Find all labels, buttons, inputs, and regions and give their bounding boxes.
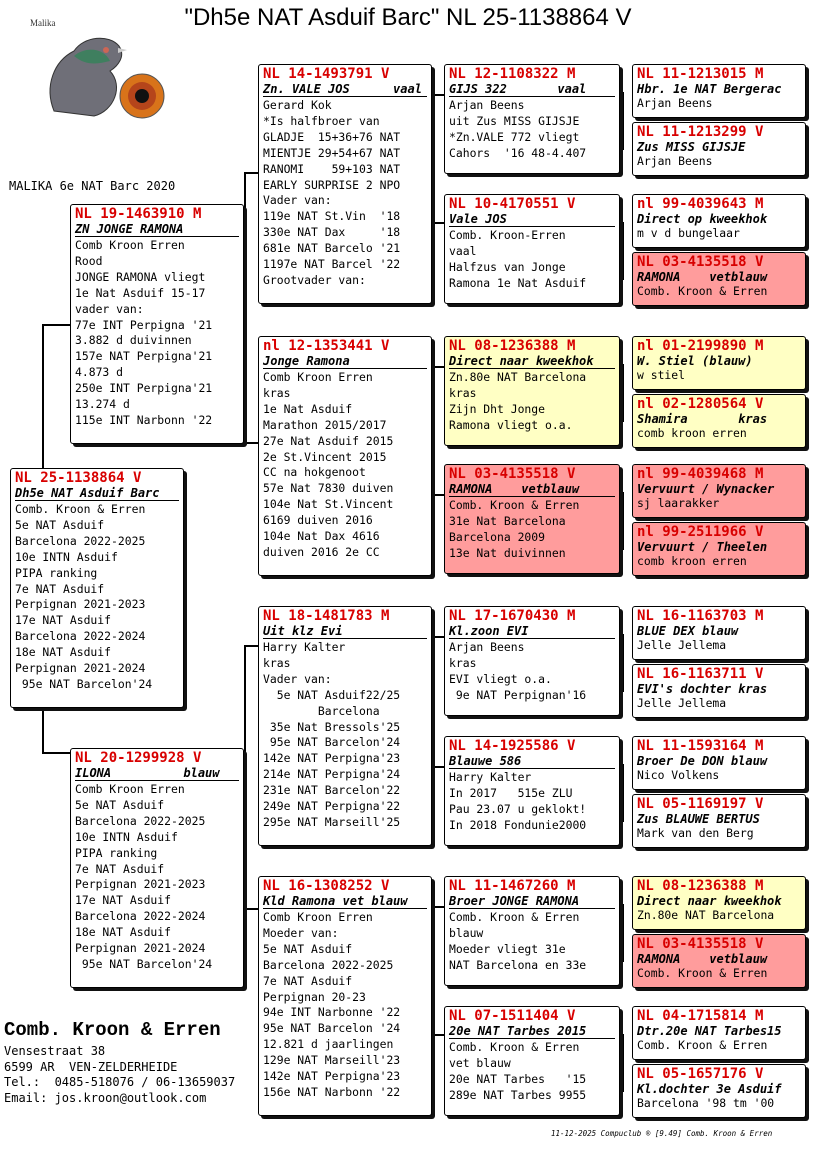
card-line: NAT Barcelona en 33e [449, 957, 587, 972]
card-line: Comb. Kroon-Erren [449, 228, 566, 242]
card-line: 18e NAT Asduif [15, 645, 112, 660]
ring-number: nl 12-1353441 V [263, 338, 390, 354]
card-line: Barcelona '98 tm '00 [637, 1096, 775, 1110]
connector-line [622, 634, 624, 692]
card-lines [637, 496, 801, 510]
card-line: 1e Nat Asduif [263, 401, 353, 416]
card-line: Barcelona [263, 703, 380, 718]
ring-number: NL 11-1213015 M [637, 66, 764, 82]
card-line: Barcelona 2009 [449, 529, 546, 544]
ring-number: NL 14-1925586 V [449, 738, 576, 754]
grandsire-maternal-card[interactable] [258, 606, 432, 846]
card-line: Perpignan 2021-2024 [75, 941, 206, 956]
card-line: 5e NAT Asduif [15, 517, 105, 532]
card-line: duiven 2016 2e CC [263, 544, 380, 559]
ring-number: nl 01-2199890 M [637, 338, 764, 354]
card-line: JONGE RAMONA vliegt [75, 269, 206, 284]
card-line: 31e Nat Barcelona [449, 513, 566, 528]
ancestor-card-mfm[interactable] [444, 736, 620, 846]
ring-number: NL 11-1213299 V [637, 124, 764, 140]
card-line: Comb. Kroon & Erren [637, 1038, 768, 1052]
card-line: 295e NAT Marseill'25 [263, 814, 401, 829]
pigeon-name: Broer JONGE RAMONA [449, 894, 615, 909]
card-line: m v d bungelaar [637, 226, 740, 240]
card-line: 7e NAT Asduif [15, 581, 105, 596]
card-line: 2e St.Vincent 2015 [263, 449, 387, 464]
card-lines [75, 238, 239, 429]
connector-line [432, 366, 434, 496]
card-line: 119e NAT St.Vin '18 [263, 209, 401, 224]
pigeon-name: Broer De DON blauw [637, 754, 768, 768]
card-line: vaal [449, 243, 477, 258]
ancestor-card-g4[interactable] [632, 252, 806, 306]
card-line: w stiel [637, 368, 686, 382]
pigeon-name: Dh5e NAT Asduif Barc [15, 486, 179, 501]
card-line: 115e INT Narbonn '22 [75, 412, 213, 427]
card-line: 35e Nat Bressols'25 [263, 719, 401, 734]
card-line: 12.821 d jaarlingen [263, 1037, 394, 1052]
card-lines [15, 502, 179, 693]
card-line: 142e NAT Perpigna'23 [263, 1069, 401, 1084]
ancestor-card-g7[interactable] [632, 464, 806, 518]
pigeon-name: Direct op kweekhok [637, 212, 768, 226]
pigeon-name: RAMONA vetblauw [637, 952, 768, 966]
ring-number: NL 16-1163711 V [637, 666, 764, 682]
granddam-maternal-card[interactable] [258, 876, 432, 1116]
card-line: 57e Nat 7830 duiven [263, 481, 394, 496]
card-line: Vader van: [263, 671, 332, 686]
card-line: Zn.80e NAT Barcelona [637, 908, 775, 922]
card-line: 77e INT Perpigna '21 [75, 317, 213, 332]
card-line: blauw [449, 925, 484, 940]
card-line: EVI vliegt o.a. [449, 671, 552, 686]
card-line: Ramona 1e Nat Asduif [449, 275, 587, 290]
connector-line [432, 366, 444, 368]
ancestor-card-g3[interactable] [632, 194, 806, 248]
ancestor-card-g10[interactable] [632, 664, 806, 718]
card-line: 231e NAT Barcelon'22 [263, 783, 401, 798]
card-line: Moeder vliegt 31e [449, 941, 566, 956]
card-line: 5e NAT Asduif [263, 941, 353, 956]
ring-number: NL 20-1299928 V [75, 750, 202, 766]
card-line: 13e Nat duivinnen [449, 545, 566, 560]
card-line: sj laarakker [637, 496, 720, 510]
card-line: 9e NAT Perpignan'16 [449, 687, 587, 702]
ancestor-card-g11[interactable] [632, 736, 806, 790]
card-line: Barcelona 2022-2025 [15, 533, 146, 548]
card-line: 6169 duiven 2016 [263, 513, 373, 528]
pigeon-name: Zus BLAUWE BERTUS [637, 812, 760, 826]
ring-number: NL 11-1467260 M [449, 878, 576, 894]
card-line: Ramona vliegt o.a. [449, 417, 573, 432]
card-lines [637, 638, 801, 652]
card-line: kras [263, 385, 291, 400]
card-line: In 2017 515e ZLU [449, 785, 573, 800]
pigeon-name: Shamira kras [637, 412, 768, 426]
pigeon-name: Kl.zoon EVI [449, 624, 615, 639]
pigeon-name: EVI's dochter kras [637, 682, 768, 696]
pigeon-name: 20e NAT Tarbes 2015 [449, 1024, 615, 1039]
connector-line [622, 222, 624, 280]
ring-number: NL 08-1236388 M [449, 338, 576, 354]
ancestor-card-g15[interactable] [632, 1006, 806, 1060]
ring-number: NL 25-1138864 V [15, 470, 142, 486]
page-title: "Dh5e NAT Asduif Barc" NL 25-1138864 V [184, 4, 632, 31]
card-line: 129e NAT Marseill'23 [263, 1053, 401, 1068]
card-lines [263, 370, 427, 561]
ring-number: NL 07-1511404 V [449, 1008, 576, 1024]
owner-contact-line: 6599 AR VEN-ZELDERHEIDE [4, 1059, 178, 1074]
card-lines [637, 768, 801, 782]
card-line: 1197e NAT Barcel '22 [263, 257, 401, 272]
pigeon-name: Direct naar kweekhok [637, 894, 782, 908]
card-line: Comb Kroon Erren [75, 238, 185, 252]
connector-line [622, 364, 624, 422]
ring-number: NL 05-1657176 V [637, 1066, 764, 1082]
card-line: PIPA ranking [75, 845, 158, 860]
card-line: 7e NAT Asduif [75, 861, 165, 876]
ancestor-card-g14[interactable] [632, 934, 806, 988]
connector-line [622, 1034, 624, 1092]
card-lines [263, 910, 427, 1101]
owner-name: Comb. Kroon & Erren [4, 1019, 221, 1041]
ring-number: NL 10-4170551 V [449, 196, 576, 212]
pigeon-name: RAMONA vetblauw [449, 482, 615, 497]
card-lines [449, 640, 615, 704]
card-line: Jelle Jellema [637, 696, 727, 710]
card-line: 94e INT Narbonne '22 [263, 1005, 401, 1020]
card-line: 95e NAT Barcelon'24 [75, 956, 213, 971]
note-text: MALIKA 6e NAT Barc 2020 [9, 179, 176, 193]
connector-line [432, 1034, 444, 1036]
ring-number: nl 99-4039468 M [637, 466, 764, 482]
ring-number: NL 04-1715814 M [637, 1008, 764, 1024]
card-line: EARLY SURPRISE 2 NPO [263, 177, 401, 192]
card-line: RANOMI 59+103 NAT [263, 161, 401, 176]
connector-line [622, 492, 624, 550]
ring-number: NL 05-1169197 V [637, 796, 764, 812]
card-lines [263, 98, 427, 289]
subject-card[interactable] [10, 468, 184, 708]
card-line: Comb. Kroon & Erren [637, 284, 768, 298]
card-line: 17e NAT Asduif [15, 613, 112, 628]
logo-brand: Malika [30, 18, 56, 28]
card-line: Perpignan 20-23 [263, 989, 366, 1004]
connector-line [244, 645, 246, 910]
pigeon-name: RAMONA vetblauw [637, 270, 768, 284]
card-line: Comb Kroon Erren [263, 910, 373, 924]
connector-line [42, 708, 44, 752]
card-line: *Zn.VALE 772 vliegt [449, 129, 580, 144]
card-line: Barcelona 2022-2024 [15, 629, 146, 644]
pigeon-name: ILONA blauw [75, 766, 239, 781]
connector-line [432, 636, 444, 638]
pigeon-name: Blauwe 586 [449, 754, 615, 769]
ring-number: NL 03-4135518 V [637, 936, 764, 952]
ring-number: NL 12-1108322 M [449, 66, 576, 82]
card-line: Vader van: [263, 193, 332, 208]
connector-line [244, 172, 246, 442]
connector-line [432, 222, 444, 224]
ancestor-card-g13[interactable] [632, 876, 806, 930]
footer-text: 11-12-2025 Compuclub ® [9.49] Comb. Kroon & Erren [551, 1129, 773, 1138]
card-line: 5e NAT Asduif22/25 [263, 687, 401, 702]
ancestor-card-g6[interactable] [632, 394, 806, 448]
card-line: 249e NAT Perpigna'22 [263, 799, 401, 814]
connector-line [42, 752, 70, 754]
ancestor-card-g5[interactable] [632, 336, 806, 390]
card-line: Perpignan 2021-2023 [15, 597, 146, 612]
card-line: Rood [75, 253, 103, 268]
dam-card[interactable] [70, 748, 244, 988]
connector-line [622, 764, 624, 822]
ancestor-card-fmf[interactable] [444, 336, 620, 446]
card-lines [637, 426, 801, 440]
card-lines [637, 96, 801, 110]
card-line: Perpignan 2021-2023 [75, 877, 206, 892]
ring-number: NL 18-1481783 M [263, 608, 390, 624]
card-line: 156e NAT Narbonn '22 [263, 1084, 401, 1099]
card-line: Zijn Dht Jonge [449, 401, 546, 416]
connector-line [622, 92, 624, 150]
connector-line [244, 908, 258, 910]
card-line: Barcelona 2022-2025 [75, 813, 206, 828]
card-line: 20e NAT Tarbes '15 [449, 1071, 587, 1086]
connector-line [244, 442, 258, 444]
card-line: 289e NAT Tarbes 9955 [449, 1087, 587, 1102]
card-line: vet blauw [449, 1055, 511, 1070]
ancestor-card-g9[interactable] [632, 606, 806, 660]
card-line: Comb. Kroon & Erren [637, 966, 768, 980]
owner-contact-line: Email: jos.kroon@outlook.com [4, 1090, 207, 1105]
card-lines [637, 1038, 801, 1052]
card-line: 7e NAT Asduif [263, 973, 353, 988]
card-line: Arjan Beens [449, 98, 525, 112]
card-lines [637, 226, 801, 240]
ancestor-card-fff[interactable] [444, 64, 620, 174]
card-line: Harry Kalter [449, 770, 532, 784]
card-line: 157e NAT Perpigna'21 [75, 349, 213, 364]
card-line: kras [449, 655, 477, 670]
card-lines [449, 1040, 615, 1104]
pigeon-logo-icon [14, 16, 174, 126]
card-line: Zn.80e NAT Barcelona [449, 370, 587, 384]
card-line: 1e Nat Asduif 15-17 [75, 285, 206, 300]
connector-line [244, 172, 258, 174]
card-line: kras [263, 655, 291, 670]
ancestor-card-ffm[interactable] [444, 194, 620, 304]
card-line: kras [449, 385, 477, 400]
connector-line [432, 94, 444, 96]
card-lines [449, 370, 615, 434]
owner-contact-line: Tel.: 0485-518076 / 06-13659037 [4, 1075, 236, 1090]
card-line: Perpignan 2021-2024 [15, 661, 146, 676]
card-line: Jelle Jellema [637, 638, 727, 652]
card-lines [637, 696, 801, 710]
connector-line [42, 324, 44, 468]
pigeon-name: Kld Ramona vet blauw [263, 894, 427, 909]
ring-number: NL 14-1493791 V [263, 66, 390, 82]
card-line: Arjan Beens [637, 154, 713, 168]
card-line: 13.274 d [75, 397, 130, 412]
owner-contact [4, 1044, 235, 1106]
card-line: 95e NAT Barcelon'24 [263, 735, 401, 750]
card-line: 330e NAT Dax '18 [263, 225, 401, 240]
sire-card[interactable] [70, 204, 244, 444]
connector-line [432, 94, 434, 224]
connector-line [244, 645, 258, 647]
ancestor-card-mff[interactable] [444, 606, 620, 716]
card-line: 10e INTN Asduif [75, 829, 178, 844]
pigeon-name: Hbr. 1e NAT Bergerac [637, 82, 782, 96]
card-line: Comb Kroon Erren [263, 370, 373, 384]
card-line: 250e INT Perpigna'21 [75, 381, 213, 396]
card-line: Pau 23.07 u geklokt! [449, 801, 587, 816]
ring-number: NL 11-1593164 M [637, 738, 764, 754]
card-line: Mark van den Berg [637, 826, 754, 840]
ring-number: NL 03-4135518 V [637, 254, 764, 270]
card-line: CC na hokgenoot [263, 465, 366, 480]
card-line: PIPA ranking [15, 565, 98, 580]
card-line: 142e NAT Perpigna'23 [263, 751, 401, 766]
ring-number: NL 17-1670430 M [449, 608, 576, 624]
card-line: 104e Nat St.Vincent [263, 497, 394, 512]
card-line: 681e NAT Barcelo '21 [263, 241, 401, 256]
card-line: Comb Kroon Erren [75, 782, 185, 796]
card-line: 95e NAT Barcelon'24 [15, 676, 153, 691]
card-lines [637, 966, 801, 980]
card-lines [637, 284, 801, 298]
card-line: 10e INTN Asduif [15, 549, 118, 564]
pigeon-name: Uit klz Evi [263, 624, 427, 639]
card-lines [449, 498, 615, 562]
card-lines [637, 1096, 801, 1110]
card-line: 4.873 d [75, 365, 124, 380]
card-line: 95e NAT Barcelon '24 [263, 1021, 401, 1036]
card-line: 104e Nat Dax 4616 [263, 529, 380, 544]
card-line: 27e Nat Asduif 2015 [263, 433, 394, 448]
pigeon-name: Direct naar kweekhok [449, 354, 615, 369]
connector-line [432, 906, 434, 1036]
ancestor-card-mmm[interactable] [444, 1006, 620, 1116]
card-line: Gerard Kok [263, 98, 332, 112]
ring-number: nl 99-4039643 M [637, 196, 764, 212]
card-lines [449, 910, 615, 974]
ancestor-card-g16[interactable] [632, 1064, 806, 1118]
card-lines [449, 228, 615, 292]
card-line: Comb. Kroon & Erren [449, 910, 580, 924]
card-line: Comb. Kroon & Erren [449, 498, 580, 512]
ring-number: NL 08-1236388 M [637, 878, 764, 894]
card-lines [449, 98, 615, 162]
card-lines [75, 782, 239, 973]
card-line: Halfzus van Jonge [449, 259, 566, 274]
ancestor-card-g12[interactable] [632, 794, 806, 848]
pigeon-name: Zus MISS GIJSJE [637, 140, 746, 154]
ancestor-card-g2[interactable] [632, 122, 806, 176]
connector-line [432, 636, 434, 768]
card-line: comb kroon erren [637, 554, 747, 568]
ancestor-card-g1[interactable] [632, 64, 806, 118]
connector-line [432, 494, 444, 496]
grandsire-paternal-card[interactable] [258, 64, 432, 304]
card-line: Comb. Kroon & Erren [449, 1040, 580, 1054]
granddam-paternal-card[interactable] [258, 336, 432, 576]
connector-line [622, 904, 624, 962]
card-line: Arjan Beens [637, 96, 713, 110]
card-line: *Is halfbroer van [263, 113, 380, 128]
card-line: vader van: [75, 301, 144, 316]
pigeon-name: GIJS 322 vaal [449, 82, 615, 97]
card-line: comb kroon erren [637, 426, 747, 440]
card-line: 3.882 d duivinnen [75, 333, 192, 348]
card-line: Barcelona 2022-2024 [75, 909, 206, 924]
card-lines [637, 908, 801, 922]
card-line: Harry Kalter [263, 640, 346, 654]
pigeon-name: Kl.dochter 3e Asduif [637, 1082, 782, 1096]
card-line: 5e NAT Asduif [75, 797, 165, 812]
card-line: Moeder van: [263, 925, 339, 940]
pigeon-name: Jonge Ramona [263, 354, 427, 369]
card-line: Arjan Beens [449, 640, 525, 654]
pigeon-name: Dtr.20e NAT Tarbes15 [637, 1024, 782, 1038]
pigeon-name: ZN JONGE RAMONA [75, 222, 239, 237]
ancestor-card-fmm[interactable] [444, 464, 620, 574]
card-lines [263, 640, 427, 831]
card-line: 214e NAT Perpigna'24 [263, 767, 401, 782]
connector-line [432, 906, 444, 908]
card-line: Nico Volkens [637, 768, 720, 782]
card-line: Comb. Kroon & Erren [15, 502, 146, 516]
card-line: 18e NAT Asduif [75, 925, 172, 940]
card-line: Grootvader van: [263, 272, 366, 287]
pigeon-name: Vervuurt / Theelen [637, 540, 768, 554]
owner-contact-line: Vensestraat 38 [4, 1044, 106, 1058]
pigeon-name: W. Stiel (blauw) [637, 354, 753, 368]
ring-number: nl 99-2511966 V [637, 524, 764, 540]
ring-number: NL 16-1308252 V [263, 878, 390, 894]
pigeon-name: BLUE DEX blauw [637, 624, 739, 638]
ancestor-card-g8[interactable] [632, 522, 806, 576]
card-lines [637, 154, 801, 168]
pigeon-name: Vale JOS [449, 212, 615, 227]
connector-line [432, 766, 444, 768]
ring-number: NL 16-1163703 M [637, 608, 764, 624]
ancestor-card-mmf[interactable] [444, 876, 620, 986]
card-line: GLADJE 15+36+76 NAT [263, 129, 401, 144]
card-lines [637, 368, 801, 382]
card-line: In 2018 Fondunie2000 [449, 817, 587, 832]
pigeon-name: Zn. VALE JOS vaal [263, 82, 427, 97]
ring-number: NL 19-1463910 M [75, 206, 202, 222]
card-line: 17e NAT Asduif [75, 893, 172, 908]
ring-number: NL 03-4135518 V [449, 466, 576, 482]
card-line: Barcelona 2022-2025 [263, 957, 394, 972]
ring-number: nl 02-1280564 V [637, 396, 764, 412]
card-lines [637, 826, 801, 840]
card-line: MIENTJE 29+54+67 NAT [263, 145, 401, 160]
card-lines [449, 770, 615, 834]
pigeon-name: Vervuurt / Wynacker [637, 482, 775, 496]
card-lines [637, 554, 801, 568]
card-line: Marathon 2015/2017 [263, 417, 387, 432]
card-line: Cahors '16 48-4.407 [449, 145, 587, 160]
card-line: uit Zus MISS GIJSJE [449, 113, 580, 128]
connector-line [42, 324, 70, 326]
